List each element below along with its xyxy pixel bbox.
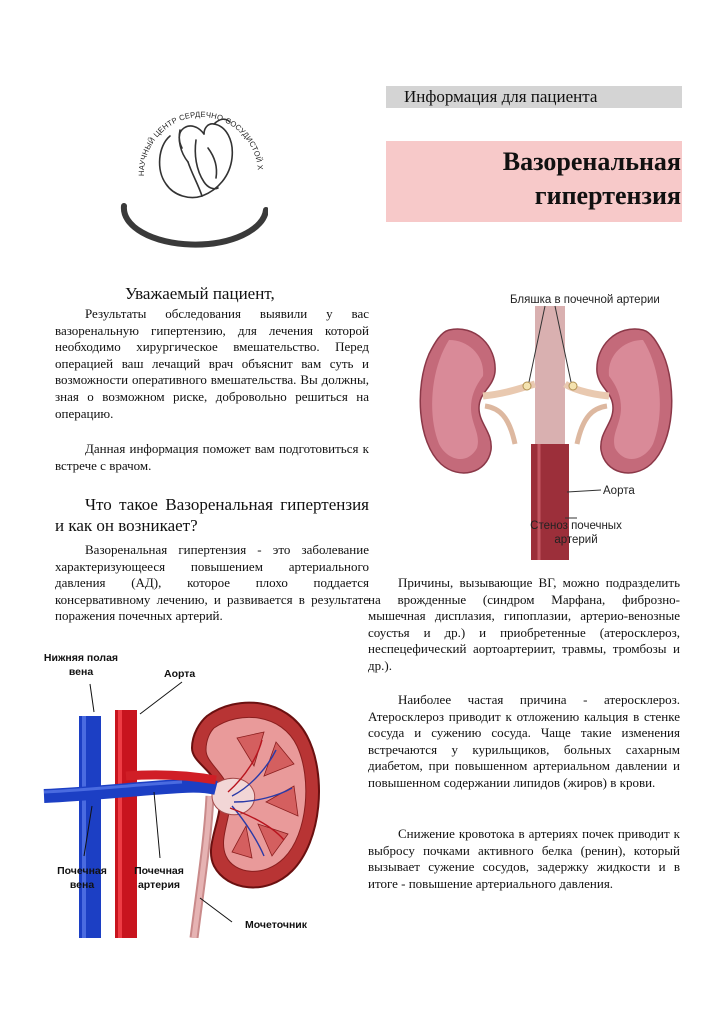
- label-renal-vein-line2: вена: [69, 879, 95, 891]
- kidney-anatomy-figure: [32, 646, 362, 938]
- patient-info-label: Информация для пациента: [404, 87, 598, 106]
- intro-paragraph-1: Результаты обследования выявили у вас вазоренальную гипертензию, для лечения которой необходимо хирургическое вмешательство. Перед операцией ваш лечащий врач объяснит вам суть и возможности оперативного вмешательства. Вы должны, зная о возможном риске, добровольно решиться на операцию.: [55, 306, 369, 421]
- label-renal-vein: [54, 864, 110, 892]
- label-stenosis-line1: Стеноз почечных: [530, 520, 622, 532]
- common-cause-paragraph: Наиболее частая причина - атеросклероз. Атеросклероз приводит к отложению кальция в стенке сосуда и сужению сосуда. Чаще такие изменения встречаются у курильщиков, больных сахарным диабетом, при повышенном артериальном давлении и повышенном содержании липидов (жиров) в крови.: [368, 692, 680, 790]
- label-ivc: [40, 651, 122, 679]
- heart-logo-icon: [118, 78, 268, 248]
- svg-text:НАУЧНЫЙ ЦЕНТР СЕРДЕЧНО-СОСУДИС: [118, 78, 265, 176]
- kidney-anatomy-illustration: [32, 646, 362, 938]
- section-heading: Что такое Вазоренальная гипертензия и как он возникает?: [55, 495, 369, 535]
- label-plaque: Бляшка в почечной артерии: [510, 294, 660, 306]
- label-renal-vein-line1: Почечная: [57, 865, 107, 877]
- label-ivc-line2: вена: [68, 666, 94, 678]
- title-line-1: Вазоренальная: [502, 147, 681, 176]
- label-renal-artery-line2: артерия: [137, 879, 181, 891]
- label-renal-artery: [130, 864, 188, 892]
- label-ivc-line1: Нижняя полая: [43, 652, 119, 664]
- label-renal-artery-line1: Почечная: [134, 865, 184, 877]
- label-aorta-right: Аорта: [603, 485, 635, 497]
- label-aorta-left: Аорта: [164, 668, 196, 680]
- logo-arc-text: НАУЧНЫЙ ЦЕНТР СЕРДЕЧНО-СОСУДИСТОЙ Х: [136, 109, 265, 177]
- renin-paragraph: Снижение кровотока в артериях почек приводит к выбросу почками активного белка (ренин), который вызывает сужение сосудов, задержку жидкости и в итоге - повышение артериального давления.: [368, 826, 680, 891]
- greeting: Уважаемый пациент,: [125, 284, 275, 303]
- section-paragraph: Вазоренальная гипертензия - это заболевание характеризующееся повышением артериального давления (АД), которое плохо поддается консервативному лечению, и развивается в результате поражения почечных артерий.: [55, 542, 369, 624]
- label-stenosis-line2: артерий: [554, 534, 598, 546]
- label-ureter: Мочеточник: [245, 919, 308, 931]
- causes-paragraph: Причины, вызывающие ВГ, можно подразделить на врожденные (синдром Марфана, фиброзно-мышечная дисплазия, гипоплазии, артерио-венозные соустья и др.) и приобретенные (атеросклероз, неспецефический аортоартериит, травмы, тромбозы и др.).: [368, 575, 680, 673]
- intro-paragraph-2: Данная информация поможет вам подготовиться к встрече с врачом.: [55, 441, 369, 473]
- label-stenosis: [520, 519, 632, 547]
- title-line-2: гипертензия: [534, 181, 681, 210]
- center-logo: [118, 78, 268, 248]
- page-title: [503, 145, 681, 213]
